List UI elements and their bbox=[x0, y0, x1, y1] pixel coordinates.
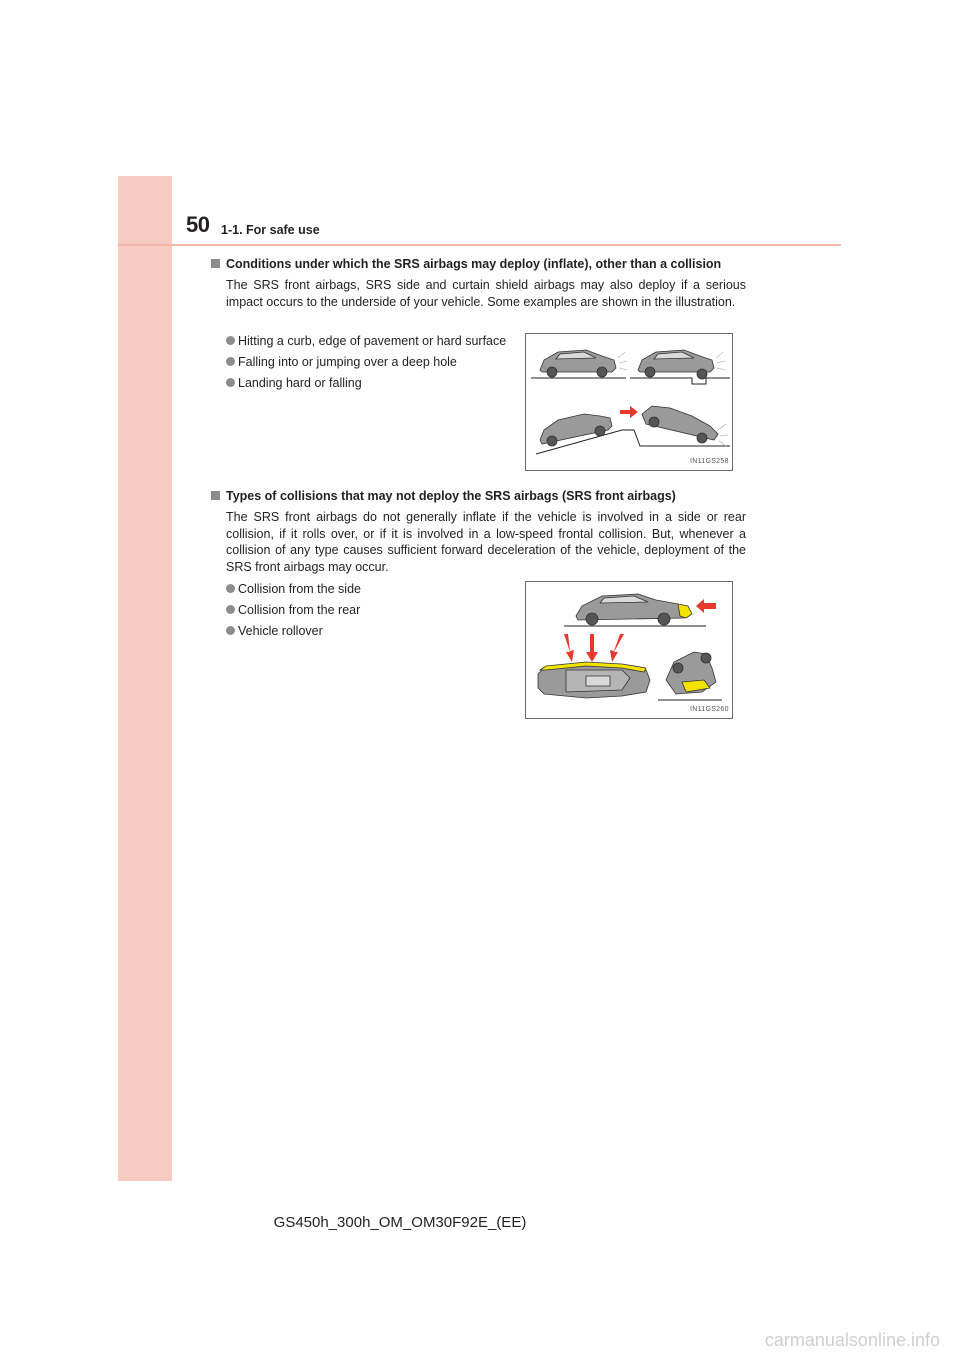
header-rule bbox=[118, 244, 841, 246]
watermark: carmanualsonline.info bbox=[764, 1330, 940, 1350]
heading-conditions bbox=[211, 257, 721, 271]
heading-text: Conditions under which the SRS airbags may deploy (inflate), other than a collision bbox=[226, 257, 722, 271]
heading-types-of-collisions bbox=[211, 489, 676, 503]
bullet-list-collisions bbox=[226, 581, 516, 644]
list-item: Landing hard or falling bbox=[226, 375, 516, 391]
illustration-underside-impacts bbox=[525, 333, 733, 471]
illustration-non-deploy-collisions bbox=[525, 581, 733, 719]
heading-text: Types of collisions that may not deploy the SRS airbags (SRS front airbags) bbox=[226, 489, 676, 503]
car-landing-icon bbox=[642, 406, 718, 443]
paragraph-conditions: The SRS front airbags, SRS side and curtain shield airbags may also deploy if a serious impact occurs to the underside of your vehicle. Some examples are shown in the illustration. bbox=[226, 278, 746, 309]
figure-code: IN11GS260 bbox=[690, 706, 729, 713]
collision-types-illustration bbox=[526, 582, 732, 718]
car-rear-collision-icon bbox=[576, 594, 692, 625]
arrow-down-icon bbox=[610, 634, 624, 662]
paragraph-types-of-collisions: The SRS front airbags do not generally inflate if the vehicle is involved in a side or rear collision, if it rolls over, or if it is involved in a low-speed frontal collision. But, whenever a collision of any type causes sufficient forward deceleration of the vehicle, deployment of the SRS front airbags may occur. bbox=[226, 510, 746, 574]
list-item: Vehicle rollover bbox=[226, 623, 516, 639]
section-title: 1-1. For safe use bbox=[221, 223, 320, 237]
arrow-down-icon bbox=[586, 634, 598, 662]
list-item: Collision from the rear bbox=[226, 602, 516, 618]
list-item: Hitting a curb, edge of pavement or hard surface bbox=[226, 333, 516, 349]
bullet-icon bbox=[226, 336, 235, 345]
square-bullet-icon bbox=[211, 259, 220, 268]
arrow-right-icon bbox=[620, 406, 638, 418]
bullet-icon bbox=[226, 605, 235, 614]
page-number: 50 bbox=[186, 212, 210, 237]
bullet-list-conditions bbox=[226, 333, 516, 396]
bullet-icon bbox=[226, 626, 235, 635]
car-side-collision-icon bbox=[538, 662, 650, 698]
car-impact-illustration bbox=[526, 334, 732, 470]
chapter-sidebar bbox=[118, 176, 172, 1181]
car-hitting-curb-icon bbox=[540, 350, 616, 377]
arrow-down-icon bbox=[564, 634, 574, 662]
bullet-icon bbox=[226, 357, 235, 366]
list-item: Falling into or jumping over a deep hole bbox=[226, 354, 516, 370]
bullet-icon bbox=[226, 584, 235, 593]
document-footer: GS450h_300h_OM_OM30F92E_(EE) bbox=[273, 1214, 527, 1231]
figure-code: IN11GS258 bbox=[690, 458, 729, 465]
square-bullet-icon bbox=[211, 491, 220, 500]
list-item: Collision from the side bbox=[226, 581, 516, 597]
bullet-icon bbox=[226, 378, 235, 387]
car-on-ramp-icon bbox=[540, 414, 612, 446]
car-deep-hole-icon bbox=[638, 350, 714, 379]
car-rollover-icon bbox=[666, 652, 716, 694]
arrow-left-icon bbox=[696, 599, 716, 613]
